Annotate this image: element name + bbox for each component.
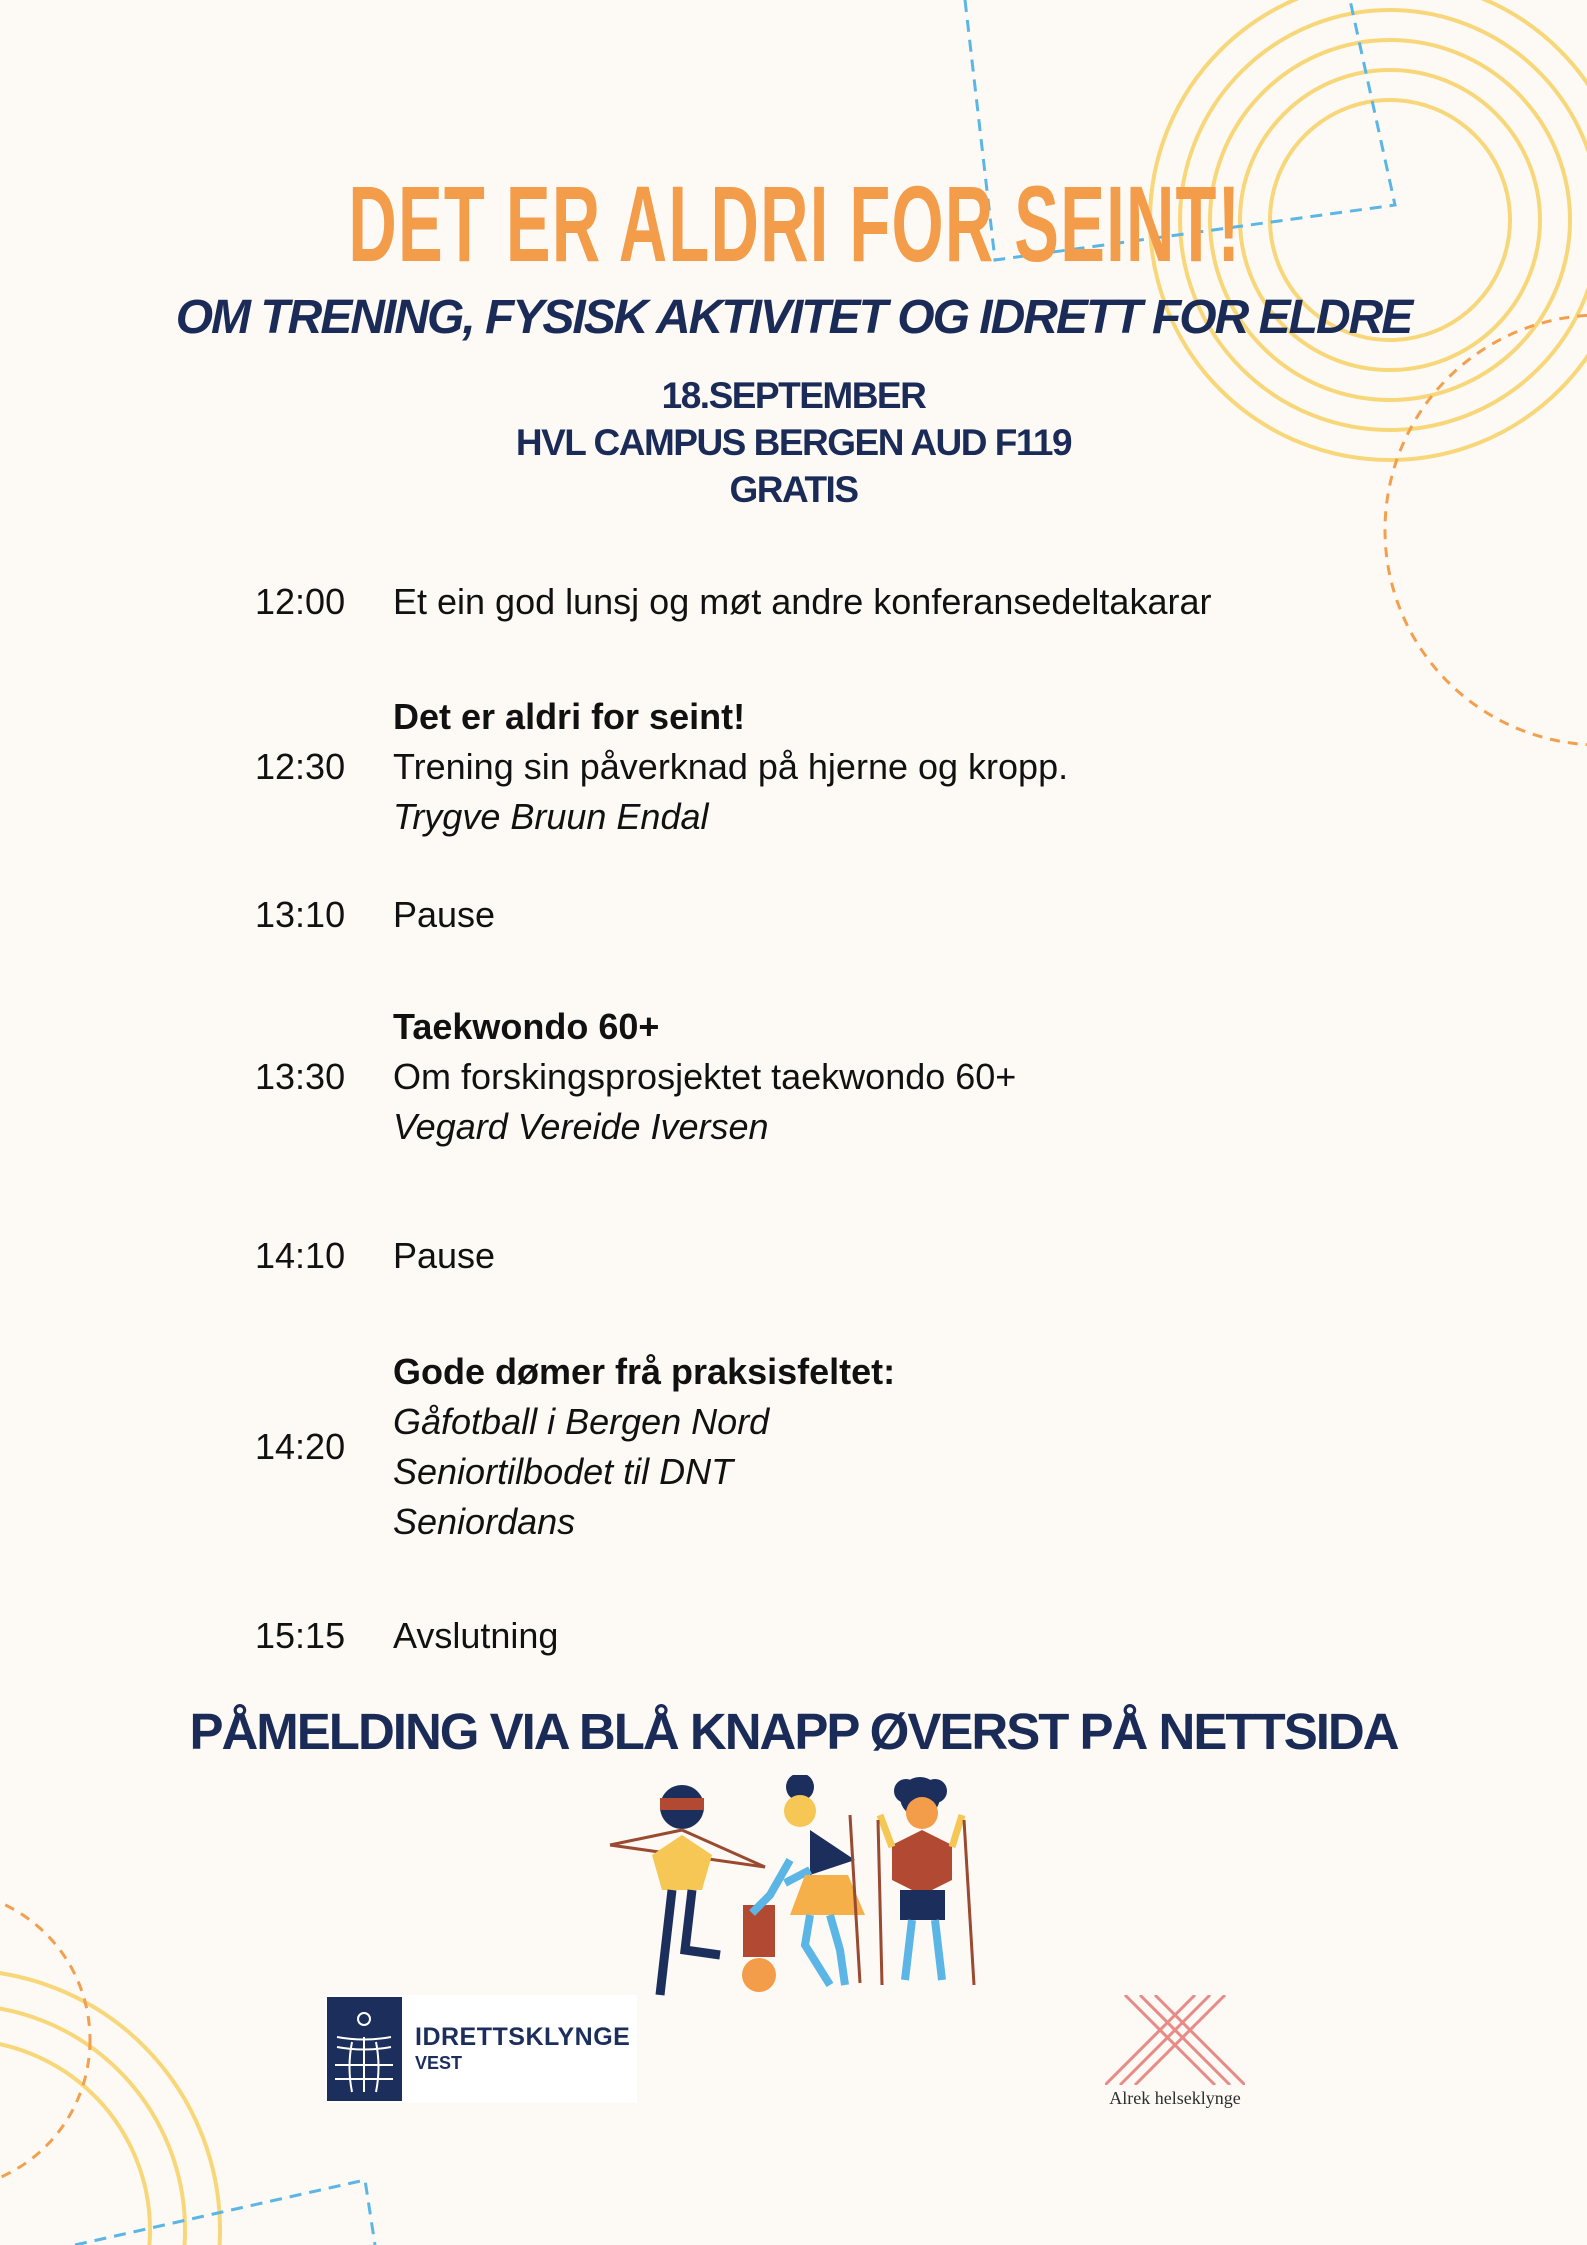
event-title: DET ER ALDRI FOR SEINT! bbox=[348, 163, 1242, 284]
idrettsklynge-vest-logo bbox=[325, 1995, 637, 2103]
program-time: 12:30 bbox=[255, 746, 346, 787]
event-price: GRATIS bbox=[729, 469, 858, 510]
program-text: Avslutning bbox=[393, 1615, 559, 1656]
program-text: Pause bbox=[393, 1235, 496, 1276]
logo-left-name: IDRETTSKLYNGE bbox=[415, 2023, 631, 2051]
program-speaker: Vegard Vereide Iversen bbox=[393, 1106, 769, 1147]
people-exercising-illustration bbox=[600, 1775, 1000, 2005]
event-location: HVL CAMPUS BERGEN AUD F119 bbox=[515, 422, 1072, 463]
program-text: Et ein god lunsj og møt andre konferansedeltakarar bbox=[393, 581, 1212, 622]
logo-mark-icon bbox=[327, 1997, 402, 2101]
logo-right-caption: Alrek helseklynge bbox=[1109, 2088, 1241, 2108]
program-time: 12:00 bbox=[255, 581, 346, 622]
program-item: Gåfotball i Bergen Nord bbox=[393, 1401, 770, 1442]
logo-left-sub: VEST bbox=[415, 2053, 463, 2073]
program-time: 15:15 bbox=[255, 1615, 346, 1656]
registration-cta: PÅMELDING VIA BLÅ KNAPP ØVERST PÅ NETTSIDA bbox=[189, 1703, 1398, 1760]
program-text: Pause bbox=[393, 894, 496, 935]
program-text: Trening sin påverknad på hjerne og kropp. bbox=[393, 746, 1069, 787]
program-heading: Det er aldri for seint! bbox=[393, 696, 746, 737]
program-text: Om forskingsprosjektet taekwondo 60+ bbox=[393, 1056, 1017, 1097]
program-item: Seniordans bbox=[393, 1501, 576, 1542]
program-item: Seniortilbodet til DNT bbox=[393, 1451, 734, 1492]
program-time: 13:30 bbox=[255, 1056, 346, 1097]
event-date: 18.SEPTEMBER bbox=[661, 375, 926, 416]
program-time: 13:10 bbox=[255, 894, 346, 935]
program-time: 14:10 bbox=[255, 1235, 346, 1276]
alrek-helseklynge-logo bbox=[1090, 1990, 1260, 2120]
program-time: 14:20 bbox=[255, 1426, 346, 1467]
event-info bbox=[0, 372, 1587, 513]
program-heading: Taekwondo 60+ bbox=[393, 1006, 660, 1047]
alrek-mark-icon bbox=[1105, 1995, 1245, 2085]
program-heading: Gode dømer frå praksisfeltet: bbox=[393, 1351, 896, 1392]
event-subtitle: OM TRENING, FYSISK AKTIVITET OG IDRETT FOR ELDRE bbox=[175, 291, 1412, 344]
program-speaker: Trygve Bruun Endal bbox=[393, 796, 709, 837]
